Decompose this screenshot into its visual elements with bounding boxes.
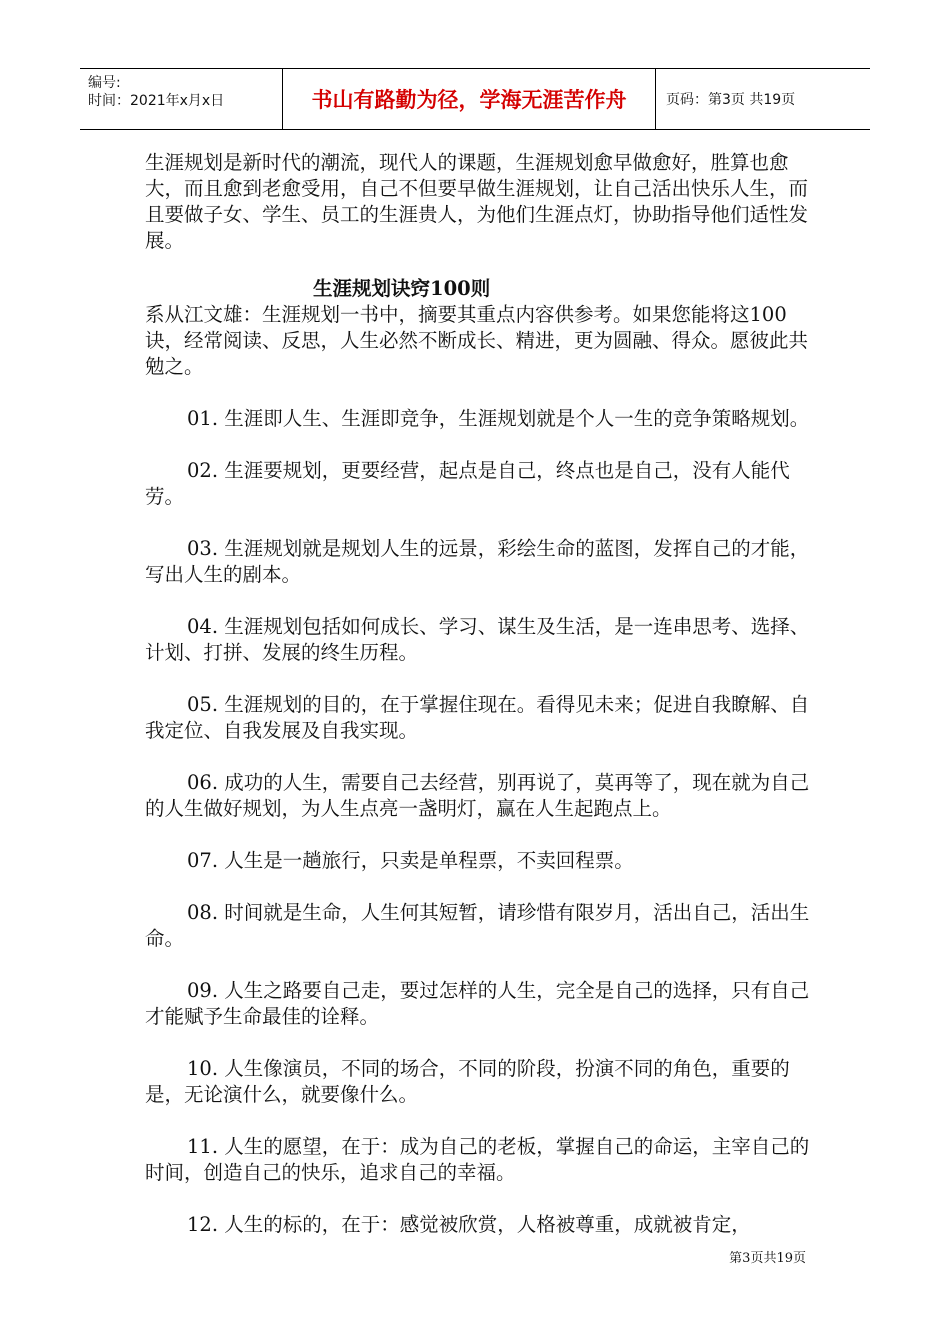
list-item: 04. 生涯规划包括如何成长、学习、谋生及生活，是一连串思考、选择、计划、打拼、发展的终生历程。 <box>145 615 810 664</box>
list-item: 05. 生涯规划的目的，在于掌握住现在。看得见未来；促进自我瞭解、自我定位、自我发展及自我实现。 <box>145 693 810 742</box>
list-item: 06. 成功的人生，需要自己去经营，别再说了，莫再等了，现在就为自己的人生做好规划，为人生点亮一盏明灯，赢在人生起跑点上。 <box>145 771 810 820</box>
list-item: 01. 生涯即人生、生涯即竞争，生涯规划就是个人一生的竞争策略规划。 <box>187 407 810 430</box>
header-meta-cell <box>80 69 283 129</box>
list-item: 12. 人生的标的，在于：感觉被欣赏，人格被尊重，成就被肯定， <box>187 1213 751 1236</box>
list-item: 11. 人生的愿望，在于：成为自己的老板，掌握自己的命运，主宰自己的时间，创造自己的快乐，追求自己的幸福。 <box>145 1135 810 1184</box>
list-item: 02. 生涯要规划，更要经营，起点是自己，终点也是自己，没有人能代劳。 <box>145 459 790 508</box>
header-motto: 书山有路勤为径，学海无涯苦作舟 <box>283 69 656 129</box>
document-body <box>145 150 810 1264</box>
section-title: 生涯规划诀窍100则 <box>313 277 491 300</box>
list-item: 09. 人生之路要自己走，要过怎样的人生，完全是自己的选择，只有自己才能赋予生命最佳的诠释。 <box>145 979 810 1028</box>
list-item: 03. 生涯规划就是规划人生的远景，彩绘生命的蓝图，发挥自己的才能，写出人生的剧本。 <box>145 537 810 586</box>
time-label: 时间：2021年x月x日 <box>88 93 225 109</box>
page-footer: 第3页共19页 <box>729 1251 806 1266</box>
header-page-info: 页码：第3页 共19页 <box>666 92 796 108</box>
list-item: 10. 人生像演员，不同的场合，不同的阶段，扮演不同的角色，重要的是，无论演什么，就要像什么。 <box>145 1057 790 1106</box>
number-label: 编号: <box>88 75 121 91</box>
list-item: 07. 人生是一趟旅行，只卖是单程票，不卖回程票。 <box>187 849 634 872</box>
list-item: 08. 时间就是生命，人生何其短暂，请珍惜有限岁月，活出自己，活出生命。 <box>145 901 810 950</box>
page-header <box>80 68 870 130</box>
lead-paragraph: 系从江文雄：生涯规划一书中，摘要其重点内容供参考。如果您能将这100诀，经常阅读、反思，人生必然不断成长、精进，更为圆融、得众。愿彼此共勉之。 <box>145 303 809 378</box>
intro-paragraph: 生涯规划是新时代的潮流，现代人的课题，生涯规划愈早做愈好，胜算也愈大，而且愈到老愈受用，自己不但要早做生涯规划，让自己活出快乐人生，而且要做子女、学生、员工的生涯贵人，为他们生涯点灯，协助指导他们适性发展。 <box>145 151 809 252</box>
